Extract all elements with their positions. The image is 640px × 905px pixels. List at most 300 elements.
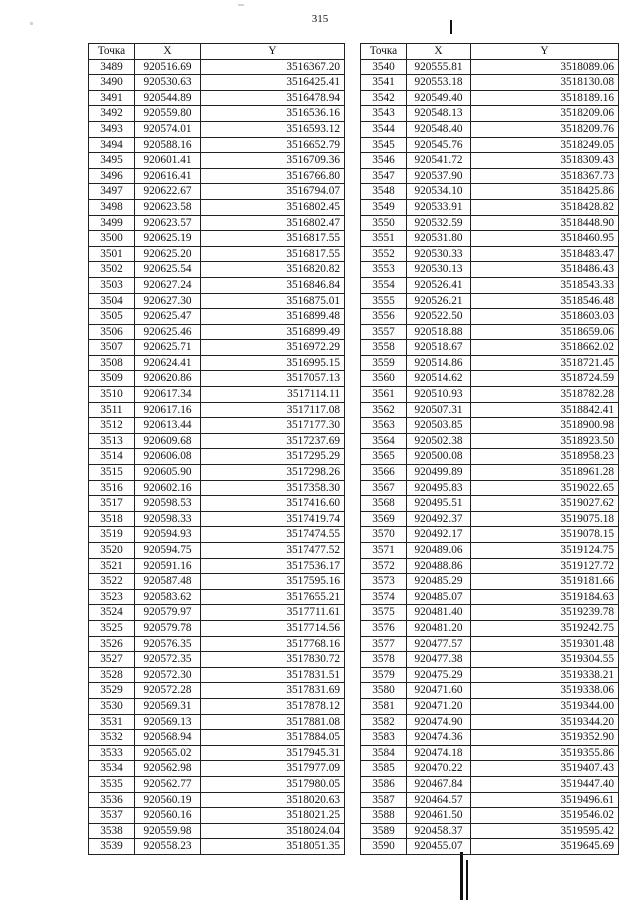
table-row (89, 340, 345, 356)
table-row (89, 698, 345, 714)
table-row (89, 511, 345, 527)
y-coordinate-cell: 3516766.80 (201, 168, 345, 184)
y-coordinate-cell: 3516425.41 (201, 75, 345, 91)
x-coordinate-cell: 920485.07 (407, 589, 471, 605)
point-number-cell: 3520 (89, 543, 135, 559)
x-coordinate-cell: 920545.76 (407, 137, 471, 153)
y-coordinate-cell: 3516899.48 (201, 309, 345, 325)
point-number-cell: 3549 (361, 199, 407, 215)
y-coordinate-cell: 3518721.45 (471, 355, 619, 371)
point-number-cell: 3578 (361, 652, 407, 668)
y-coordinate-cell: 3517419.74 (201, 511, 345, 527)
x-coordinate-cell: 920514.62 (407, 371, 471, 387)
table-row (361, 137, 619, 153)
table-row (361, 324, 619, 340)
point-number-cell: 3500 (89, 231, 135, 247)
table-row (89, 745, 345, 761)
table-row (89, 776, 345, 792)
x-coordinate-cell: 920569.31 (135, 698, 201, 714)
coordinates-table-left (88, 43, 345, 855)
column-header-point: Точка (89, 44, 135, 60)
point-number-cell: 3560 (361, 371, 407, 387)
table-row (361, 620, 619, 636)
x-coordinate-cell: 920553.18 (407, 75, 471, 91)
y-coordinate-cell: 3517711.61 (201, 605, 345, 621)
point-number-cell: 3565 (361, 449, 407, 465)
table-row (89, 387, 345, 403)
table-row (361, 121, 619, 137)
x-coordinate-cell: 920624.41 (135, 355, 201, 371)
table-row (89, 90, 345, 106)
table-row (361, 309, 619, 325)
point-number-cell: 3528 (89, 667, 135, 683)
y-coordinate-cell: 3518130.08 (471, 75, 619, 91)
table-row (361, 75, 619, 91)
x-coordinate-cell: 920492.37 (407, 511, 471, 527)
table-row (89, 215, 345, 231)
y-coordinate-cell: 3518367.73 (471, 168, 619, 184)
point-number-cell: 3559 (361, 355, 407, 371)
y-coordinate-cell: 3516846.84 (201, 277, 345, 293)
point-number-cell: 3587 (361, 792, 407, 808)
point-number-cell: 3537 (89, 808, 135, 824)
table-body-left (89, 59, 345, 854)
table-row (89, 574, 345, 590)
x-coordinate-cell: 920625.46 (135, 324, 201, 340)
y-coordinate-cell: 3518900.98 (471, 418, 619, 434)
x-coordinate-cell: 920622.67 (135, 184, 201, 200)
table-row (361, 340, 619, 356)
scan-speck (30, 22, 33, 25)
column-header-x: X (135, 44, 201, 60)
x-coordinate-cell: 920572.28 (135, 683, 201, 699)
point-number-cell: 3524 (89, 605, 135, 621)
x-coordinate-cell: 920562.77 (135, 776, 201, 792)
point-number-cell: 3490 (89, 75, 135, 91)
margin-mark-top (450, 20, 452, 34)
y-coordinate-cell: 3517945.31 (201, 745, 345, 761)
table-row (361, 293, 619, 309)
x-coordinate-cell: 920558.23 (135, 839, 201, 855)
x-coordinate-cell: 920474.36 (407, 730, 471, 746)
point-number-cell: 3514 (89, 449, 135, 465)
point-number-cell: 3579 (361, 667, 407, 683)
table-row (361, 184, 619, 200)
table-row (89, 496, 345, 512)
table-row (361, 449, 619, 465)
x-coordinate-cell: 920587.48 (135, 574, 201, 590)
point-number-cell: 3535 (89, 776, 135, 792)
x-coordinate-cell: 920548.40 (407, 121, 471, 137)
x-coordinate-cell: 920530.13 (407, 262, 471, 278)
y-coordinate-cell: 3516817.55 (201, 246, 345, 262)
column-header-point: Точка (361, 44, 407, 60)
point-number-cell: 3502 (89, 262, 135, 278)
x-coordinate-cell: 920533.91 (407, 199, 471, 215)
x-coordinate-cell: 920583.62 (135, 589, 201, 605)
y-coordinate-cell: 3519242.75 (471, 620, 619, 636)
table-row (361, 558, 619, 574)
y-coordinate-cell: 3519022.65 (471, 480, 619, 496)
y-coordinate-cell: 3519181.66 (471, 574, 619, 590)
y-coordinate-cell: 3519338.06 (471, 683, 619, 699)
x-coordinate-cell: 920623.58 (135, 199, 201, 215)
point-number-cell: 3513 (89, 433, 135, 449)
y-coordinate-cell: 3517830.72 (201, 652, 345, 668)
y-coordinate-cell: 3518543.33 (471, 277, 619, 293)
x-coordinate-cell: 920500.08 (407, 449, 471, 465)
table-row (361, 839, 619, 855)
y-coordinate-cell: 3519124.75 (471, 543, 619, 559)
table-row (89, 106, 345, 122)
x-coordinate-cell: 920489.06 (407, 543, 471, 559)
y-coordinate-cell: 3518460.95 (471, 231, 619, 247)
table-row (361, 698, 619, 714)
y-coordinate-cell: 3519595.42 (471, 823, 619, 839)
point-number-cell: 3518 (89, 511, 135, 527)
table-row (89, 543, 345, 559)
point-number-cell: 3571 (361, 543, 407, 559)
x-coordinate-cell: 920474.18 (407, 745, 471, 761)
point-number-cell: 3572 (361, 558, 407, 574)
y-coordinate-cell: 3518189.16 (471, 90, 619, 106)
table-row (361, 168, 619, 184)
x-coordinate-cell: 920503.85 (407, 418, 471, 434)
table-row (89, 714, 345, 730)
point-number-cell: 3589 (361, 823, 407, 839)
x-coordinate-cell: 920475.29 (407, 667, 471, 683)
table-row (361, 667, 619, 683)
point-number-cell: 3509 (89, 371, 135, 387)
y-coordinate-cell: 3517881.08 (201, 714, 345, 730)
point-number-cell: 3539 (89, 839, 135, 855)
y-coordinate-cell: 3518209.76 (471, 121, 619, 137)
y-coordinate-cell: 3519127.72 (471, 558, 619, 574)
x-coordinate-cell: 920579.78 (135, 620, 201, 636)
y-coordinate-cell: 3519496.61 (471, 792, 619, 808)
x-coordinate-cell: 920544.89 (135, 90, 201, 106)
point-number-cell: 3553 (361, 262, 407, 278)
x-coordinate-cell: 920481.20 (407, 620, 471, 636)
table-row (89, 808, 345, 824)
x-coordinate-cell: 920537.90 (407, 168, 471, 184)
x-coordinate-cell: 920579.97 (135, 605, 201, 621)
x-coordinate-cell: 920514.86 (407, 355, 471, 371)
y-coordinate-cell: 3519075.18 (471, 511, 619, 527)
point-number-cell: 3590 (361, 839, 407, 855)
x-coordinate-cell: 920461.50 (407, 808, 471, 824)
point-number-cell: 3494 (89, 137, 135, 153)
x-coordinate-cell: 920625.54 (135, 262, 201, 278)
y-coordinate-cell: 3519344.20 (471, 714, 619, 730)
point-number-cell: 3541 (361, 75, 407, 91)
y-coordinate-cell: 3518724.59 (471, 371, 619, 387)
y-coordinate-cell: 3519301.48 (471, 636, 619, 652)
point-number-cell: 3510 (89, 387, 135, 403)
y-coordinate-cell: 3516593.12 (201, 121, 345, 137)
y-coordinate-cell: 3519447.40 (471, 776, 619, 792)
y-coordinate-cell: 3516802.45 (201, 199, 345, 215)
point-number-cell: 3530 (89, 698, 135, 714)
table-row (89, 137, 345, 153)
table-row (89, 792, 345, 808)
x-coordinate-cell: 920530.63 (135, 75, 201, 91)
table-row (361, 730, 619, 746)
x-coordinate-cell: 920477.57 (407, 636, 471, 652)
x-coordinate-cell: 920481.40 (407, 605, 471, 621)
table-header-row (361, 44, 619, 60)
point-number-cell: 3547 (361, 168, 407, 184)
point-number-cell: 3542 (361, 90, 407, 106)
point-number-cell: 3536 (89, 792, 135, 808)
x-coordinate-cell: 920601.41 (135, 153, 201, 169)
table-row (361, 215, 619, 231)
column-header-x: X (407, 44, 471, 60)
point-number-cell: 3523 (89, 589, 135, 605)
point-number-cell: 3493 (89, 121, 135, 137)
point-number-cell: 3567 (361, 480, 407, 496)
point-number-cell: 3507 (89, 340, 135, 356)
point-number-cell: 3563 (361, 418, 407, 434)
point-number-cell: 3544 (361, 121, 407, 137)
x-coordinate-cell: 920565.02 (135, 745, 201, 761)
table-row (89, 667, 345, 683)
y-coordinate-cell: 3518958.23 (471, 449, 619, 465)
point-number-cell: 3521 (89, 558, 135, 574)
table-row (361, 496, 619, 512)
y-coordinate-cell: 3517474.55 (201, 527, 345, 543)
y-coordinate-cell: 3517536.17 (201, 558, 345, 574)
margin-mark-bottom (460, 852, 463, 900)
x-coordinate-cell: 920620.86 (135, 371, 201, 387)
x-coordinate-cell: 920467.84 (407, 776, 471, 792)
x-coordinate-cell: 920541.72 (407, 153, 471, 169)
table-row (89, 418, 345, 434)
x-coordinate-cell: 920598.53 (135, 496, 201, 512)
point-number-cell: 3517 (89, 496, 135, 512)
y-coordinate-cell: 3516802.47 (201, 215, 345, 231)
table-row (361, 433, 619, 449)
y-coordinate-cell: 3518603.03 (471, 309, 619, 325)
x-coordinate-cell: 920605.90 (135, 465, 201, 481)
point-number-cell: 3527 (89, 652, 135, 668)
y-coordinate-cell: 3519239.78 (471, 605, 619, 621)
x-coordinate-cell: 920627.24 (135, 277, 201, 293)
table-row (89, 75, 345, 91)
table-row (89, 277, 345, 293)
table-row (89, 683, 345, 699)
point-number-cell: 3557 (361, 324, 407, 340)
x-coordinate-cell: 920464.57 (407, 792, 471, 808)
y-coordinate-cell: 3516899.49 (201, 324, 345, 340)
y-coordinate-cell: 3519352.90 (471, 730, 619, 746)
point-number-cell: 3588 (361, 808, 407, 824)
x-coordinate-cell: 920518.88 (407, 324, 471, 340)
table-row (361, 823, 619, 839)
x-coordinate-cell: 920555.81 (407, 59, 471, 75)
x-coordinate-cell: 920625.71 (135, 340, 201, 356)
y-coordinate-cell: 3517595.16 (201, 574, 345, 590)
y-coordinate-cell: 3517831.51 (201, 667, 345, 683)
column-header-y: Y (201, 44, 345, 60)
y-coordinate-cell: 3518842.41 (471, 402, 619, 418)
table-row (361, 480, 619, 496)
x-coordinate-cell: 920507.31 (407, 402, 471, 418)
x-coordinate-cell: 920455.07 (407, 839, 471, 855)
table-row (89, 184, 345, 200)
table-row (361, 59, 619, 75)
x-coordinate-cell: 920458.37 (407, 823, 471, 839)
table-row (89, 620, 345, 636)
y-coordinate-cell: 3519407.43 (471, 761, 619, 777)
table-row (89, 293, 345, 309)
point-number-cell: 3495 (89, 153, 135, 169)
table-row (361, 153, 619, 169)
table-row (361, 231, 619, 247)
x-coordinate-cell: 920602.16 (135, 480, 201, 496)
y-coordinate-cell: 3516794.07 (201, 184, 345, 200)
point-number-cell: 3503 (89, 277, 135, 293)
y-coordinate-cell: 3518961.28 (471, 465, 619, 481)
table-row (361, 761, 619, 777)
y-coordinate-cell: 3517884.05 (201, 730, 345, 746)
point-number-cell: 3511 (89, 402, 135, 418)
point-number-cell: 3573 (361, 574, 407, 590)
table-row (89, 480, 345, 496)
x-coordinate-cell: 920591.16 (135, 558, 201, 574)
y-coordinate-cell: 3517980.05 (201, 776, 345, 792)
point-number-cell: 3491 (89, 90, 135, 106)
y-coordinate-cell: 3518546.48 (471, 293, 619, 309)
x-coordinate-cell: 920616.41 (135, 168, 201, 184)
x-coordinate-cell: 920588.16 (135, 137, 201, 153)
point-number-cell: 3558 (361, 340, 407, 356)
x-coordinate-cell: 920594.93 (135, 527, 201, 543)
x-coordinate-cell: 920531.80 (407, 231, 471, 247)
point-number-cell: 3583 (361, 730, 407, 746)
point-number-cell: 3498 (89, 199, 135, 215)
x-coordinate-cell: 920568.94 (135, 730, 201, 746)
y-coordinate-cell: 3517295.29 (201, 449, 345, 465)
point-number-cell: 3496 (89, 168, 135, 184)
x-coordinate-cell: 920572.30 (135, 667, 201, 683)
table-row (89, 246, 345, 262)
x-coordinate-cell: 920574.01 (135, 121, 201, 137)
x-coordinate-cell: 920477.38 (407, 652, 471, 668)
point-number-cell: 3529 (89, 683, 135, 699)
x-coordinate-cell: 920572.35 (135, 652, 201, 668)
point-number-cell: 3551 (361, 231, 407, 247)
table-header-row (89, 44, 345, 60)
point-number-cell: 3550 (361, 215, 407, 231)
x-coordinate-cell: 920470.22 (407, 761, 471, 777)
table-row (361, 636, 619, 652)
table-row (89, 153, 345, 169)
x-coordinate-cell: 920526.41 (407, 277, 471, 293)
point-number-cell: 3577 (361, 636, 407, 652)
table-row (361, 589, 619, 605)
point-number-cell: 3505 (89, 309, 135, 325)
y-coordinate-cell: 3519304.55 (471, 652, 619, 668)
y-coordinate-cell: 3518782.28 (471, 387, 619, 403)
point-number-cell: 3501 (89, 246, 135, 262)
y-coordinate-cell: 3518209.06 (471, 106, 619, 122)
point-number-cell: 3574 (361, 589, 407, 605)
y-coordinate-cell: 3518483.47 (471, 246, 619, 262)
y-coordinate-cell: 3517358.30 (201, 480, 345, 496)
x-coordinate-cell: 920510.93 (407, 387, 471, 403)
y-coordinate-cell: 3518309.43 (471, 153, 619, 169)
point-number-cell: 3584 (361, 745, 407, 761)
x-coordinate-cell: 920474.90 (407, 714, 471, 730)
y-coordinate-cell: 3517177.30 (201, 418, 345, 434)
table-row (89, 231, 345, 247)
y-coordinate-cell: 3516367.20 (201, 59, 345, 75)
table-row (89, 371, 345, 387)
y-coordinate-cell: 3517114.11 (201, 387, 345, 403)
table-row (361, 387, 619, 403)
point-number-cell: 3508 (89, 355, 135, 371)
table-row (89, 199, 345, 215)
y-coordinate-cell: 3516652.79 (201, 137, 345, 153)
table-row (361, 106, 619, 122)
table-row (89, 823, 345, 839)
table-row (361, 792, 619, 808)
x-coordinate-cell: 920534.10 (407, 184, 471, 200)
table-row (89, 168, 345, 184)
coordinates-table-right (360, 43, 619, 855)
table-row (361, 511, 619, 527)
y-coordinate-cell: 3518020.63 (201, 792, 345, 808)
x-coordinate-cell: 920488.86 (407, 558, 471, 574)
table-row (361, 543, 619, 559)
column-header-y: Y (471, 44, 619, 60)
point-number-cell: 3492 (89, 106, 135, 122)
y-coordinate-cell: 3517878.12 (201, 698, 345, 714)
x-coordinate-cell: 920526.21 (407, 293, 471, 309)
point-number-cell: 3533 (89, 745, 135, 761)
x-coordinate-cell: 920613.44 (135, 418, 201, 434)
scan-speck (238, 4, 244, 6)
point-number-cell: 3580 (361, 683, 407, 699)
table-row (89, 402, 345, 418)
table-row (89, 730, 345, 746)
table-row (89, 652, 345, 668)
y-coordinate-cell: 3519027.62 (471, 496, 619, 512)
y-coordinate-cell: 3518448.90 (471, 215, 619, 231)
table-row (89, 605, 345, 621)
x-coordinate-cell: 920516.69 (135, 59, 201, 75)
x-coordinate-cell: 920492.17 (407, 527, 471, 543)
x-coordinate-cell: 920471.60 (407, 683, 471, 699)
x-coordinate-cell: 920518.67 (407, 340, 471, 356)
point-number-cell: 3532 (89, 730, 135, 746)
x-coordinate-cell: 920502.38 (407, 433, 471, 449)
table-row (361, 808, 619, 824)
table-row (89, 59, 345, 75)
y-coordinate-cell: 3517977.09 (201, 761, 345, 777)
x-coordinate-cell: 920562.98 (135, 761, 201, 777)
y-coordinate-cell: 3516817.55 (201, 231, 345, 247)
table-row (89, 465, 345, 481)
x-coordinate-cell: 920625.20 (135, 246, 201, 262)
table-row (361, 745, 619, 761)
table-row (89, 355, 345, 371)
x-coordinate-cell: 920530.33 (407, 246, 471, 262)
point-number-cell: 3569 (361, 511, 407, 527)
x-coordinate-cell: 920617.16 (135, 402, 201, 418)
point-number-cell: 3499 (89, 215, 135, 231)
